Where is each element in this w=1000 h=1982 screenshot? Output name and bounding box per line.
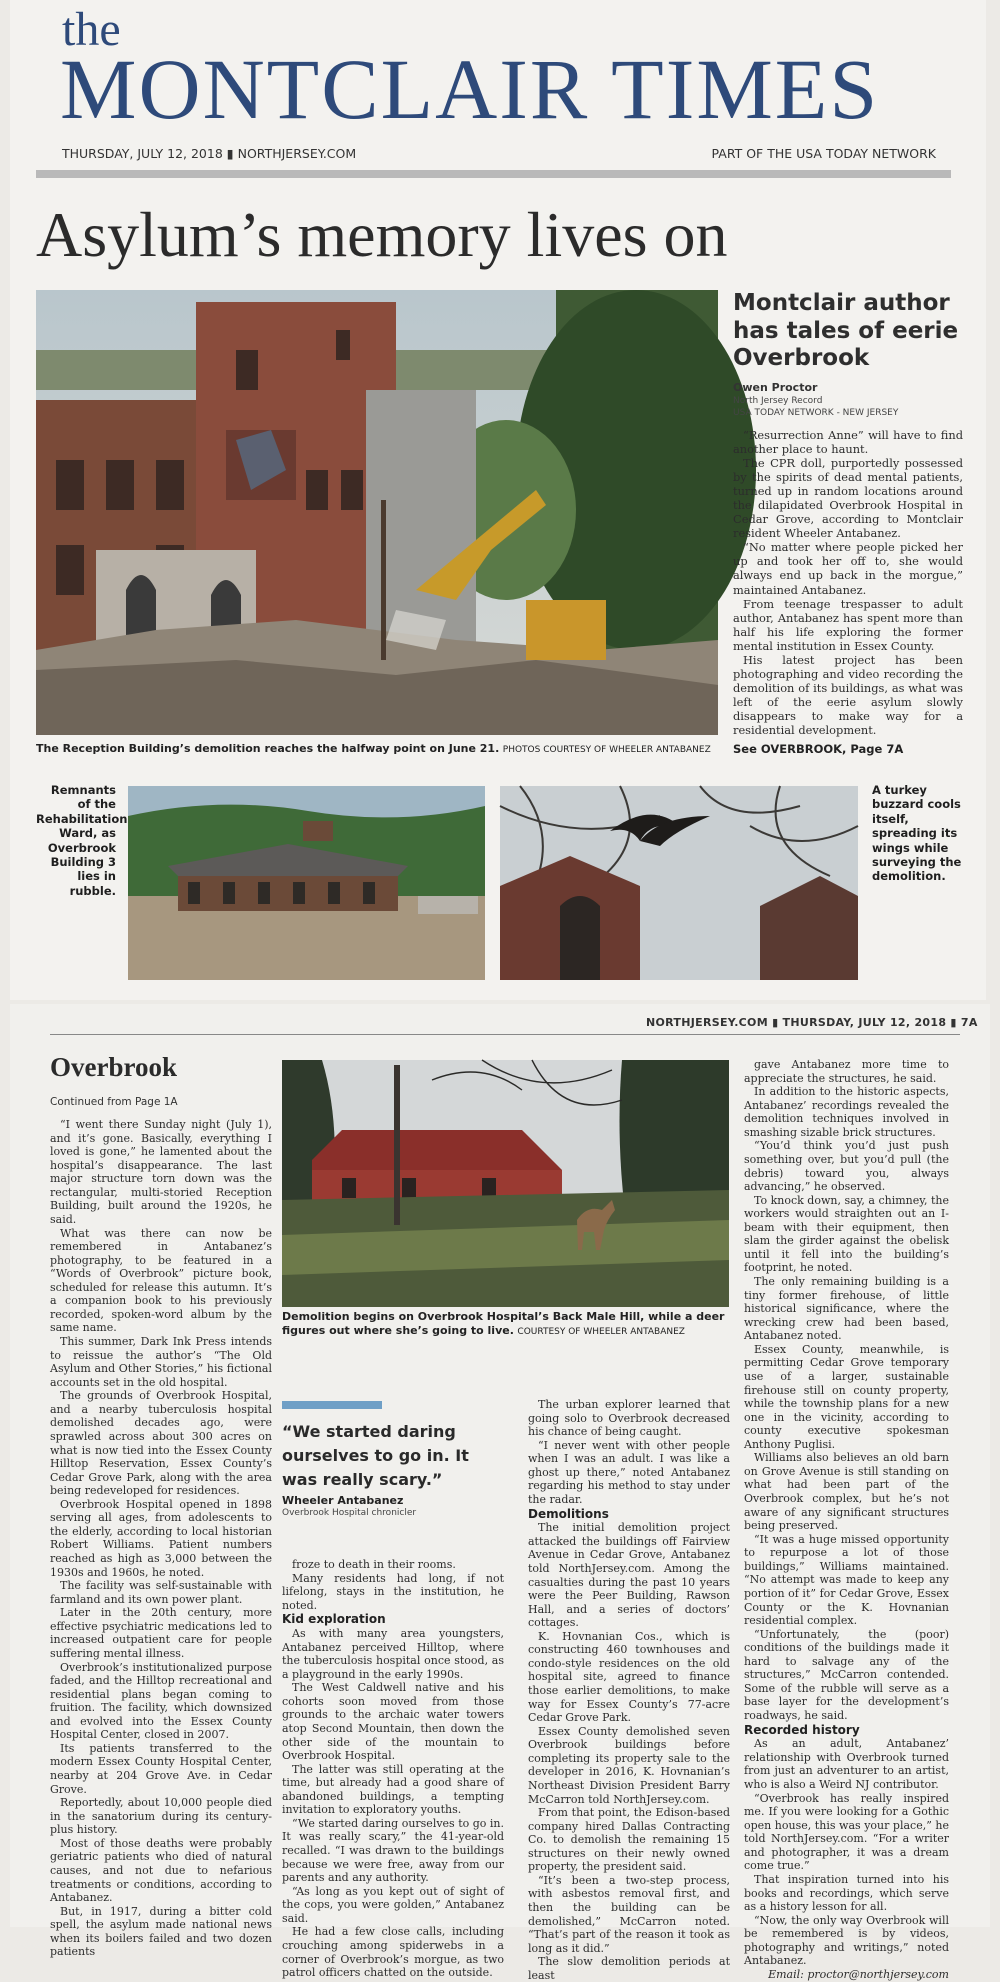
front-paragraph: The CPR doll, purportedly possessed by the spirits of dead mental patients, turned up in random locations around the dilapidated Overbrook Hospital in Cedar Grove, according to Montclair resident Wheeler Antabanez. bbox=[733, 456, 963, 541]
col3-paragraph: Essex County demolished seven Overbrook buildings before completing its property sale to the developer in 2016, K. Hovnanian’s Northeast Division President Barry McCarron told NorthJersey.com. bbox=[528, 1724, 730, 1806]
col1-paragraph: What was there can now be remembered in Antabanez’s photography, to be featured in a “Words of Overbrook” picture book, scheduled for release this autumn. It’s a companion book to his previously recorded, spoken-word album by the same name. bbox=[50, 1226, 272, 1335]
col3-paragraph: From that point, the Edison-based company hired Dallas Contracting Co. to demolish the remaining 15 structures on their newly owned property, the president said. bbox=[528, 1806, 730, 1874]
col2-paragraph: “We started daring ourselves to go in. It was really scary,” the 41-year-old recalled. “I was drawn to the buildings because we were free, away from our parents and any authority. bbox=[282, 1816, 504, 1885]
col4-paragraph: “Now, the only way Overbrook will be remembered is by videos, photography and writings,” noted Antabanez. bbox=[744, 1913, 949, 1968]
col1-paragraph: But, in 1917, during a bitter cold spell, the asylum made national news when its boilers failed and two dozen patients bbox=[50, 1904, 272, 1959]
col4-paragraph: gave Antabanez more time to appreciate the structures, he said. bbox=[744, 1058, 949, 1085]
masthead-title: MONTCLAIR TIMES bbox=[60, 41, 880, 137]
byline-org-line1: North Jersey Record bbox=[733, 396, 823, 406]
pull-quote-name: Wheeler Antabanez bbox=[282, 1494, 404, 1507]
turkey-buzzard-photo bbox=[500, 786, 858, 980]
inside-caption-text: Demolition begins on Overbrook Hospital’s Back Male Hill, while a deer figures out where she’s going to live. bbox=[282, 1310, 725, 1337]
pull-quote: “We started daring ourselves to go in. It was really scary.” bbox=[282, 1422, 469, 1489]
col3-paragraph: “It’s been a two-step process, with asbestos removal first, and then the building can be demolished,” McCarron noted. “That’s part of the reason it took as long as it did.” bbox=[528, 1873, 730, 1955]
col4-paragraph: Williams also believes an old barn on Grove Avenue is still standing on what had been part of the Overbrook complex, but he’s not aware of any significant structures being preserved. bbox=[744, 1451, 949, 1533]
network-line: PART OF THE USA TODAY NETWORK bbox=[711, 146, 936, 161]
front-story-column bbox=[733, 428, 963, 737]
col2-paragraph: “As long as you kept out of sight of the cops, you were golden,” Antabanez said. bbox=[282, 1884, 504, 1925]
running-head: NORTHJERSEY.COM ▮ THURSDAY, JULY 12, 2018 ▮ 7A bbox=[646, 1016, 978, 1029]
front-paragraph: From teenage trespasser to adult author, Antabanez has spent more than half his life exploring the former mental institution in Essex County. bbox=[733, 596, 963, 653]
col1-paragraph: This summer, Dark Ink Press intends to reissue the author’s “The Old Asylum and Other Stories,” his fictional accounts set in the old hospital. bbox=[50, 1335, 272, 1389]
story-dek: Montclair author has tales of eerie Overbrook bbox=[733, 290, 959, 372]
col2-paragraph: froze to death in their rooms. bbox=[292, 1558, 456, 1571]
main-caption-text: The Reception Building’s demolition reaches the halfway point on June 21. bbox=[36, 742, 500, 755]
col3-subhead: Demolitions bbox=[528, 1506, 609, 1521]
masthead-rule bbox=[36, 170, 951, 178]
back-male-hill-photo bbox=[282, 1060, 729, 1307]
dateline: THURSDAY, JULY 12, 2018 ▮ NORTHJERSEY.COM bbox=[62, 146, 357, 161]
pull-quote-bar bbox=[282, 1401, 382, 1409]
col3-paragraph: The slow demolition periods at least bbox=[528, 1955, 730, 1982]
col1-paragraph: Overbrook Hospital opened in 1898 serving all ages, from adolescents to the elderly, according to local historian Robert Williams. Patient numbers reached as high as 3,000 between the 1930s and 1960s, he noted. bbox=[50, 1497, 272, 1579]
col3-paragraph: The urban explorer learned that going solo to Overbrook decreased his chance of being caught. bbox=[528, 1398, 730, 1439]
col4-paragraph: In addition to the historic aspects, Antabanez’ recordings revealed the demolition techniques involved in smashing sizable brick structures. bbox=[744, 1085, 949, 1139]
main-photo-caption bbox=[36, 742, 726, 756]
col4-paragraph: The only remaining building is a tiny former firehouse, of little historical significance, where the wrecking crew had been based, Antabanez noted. bbox=[744, 1275, 949, 1343]
col2-paragraph: The latter was still operating at the time, but already had a good share of abandoned buildings, a tempting invitation to exploratory youths. bbox=[282, 1762, 504, 1817]
col1-paragraph: “I went there Sunday night (July 1), and it’s gone. Basically, everything I loved is gone,” he lamented about the hospital’s disappearance. The last major structure torn down was the rectangular, multi-storied Reception Building, built around the 1920s, he said. bbox=[50, 1118, 272, 1226]
author-email: Email: proctor@northjersey.com bbox=[768, 1967, 949, 1981]
inside-photo-caption bbox=[282, 1310, 729, 1338]
continued-line: Continued from Page 1A bbox=[50, 1096, 178, 1108]
front-headline: Asylum’s memory lives on bbox=[36, 199, 728, 270]
col4-paragraph: Essex County, meanwhile, is permitting Cedar Grove temporary use of a larger, sustainable firehouse still on county property, while the township plans for a new one in the vicinity, according to county executive spokesman Anthony Puglisi. bbox=[744, 1342, 949, 1451]
col4-paragraph: “Unfortunately, the (poor) conditions of the buildings made it hard to salvage any of the structures,” McCarron contended. Some of the rubble will serve as a base layer for the development’s roadways, he said. bbox=[744, 1627, 949, 1722]
inside-column-1 bbox=[50, 1118, 272, 1959]
col4-paragraph: “It was a huge missed opportunity to repurpose a lot of those buildings,” Williams maintained. “No attempt was made to keep any portion of it” for Cedar Grove, Essex County or the K. Hovnanian residential complex. bbox=[744, 1532, 949, 1628]
col4-paragraph: As an adult, Antabanez’ relationship with Overbrook turned from just an adventurer to an artist, who is also a Weird NJ contributor. bbox=[744, 1737, 949, 1792]
rehabilitation-ward-photo bbox=[128, 786, 485, 980]
inside-caption-credit: COURTESY OF WHEELER ANTABANEZ bbox=[517, 1326, 685, 1337]
buzzard-caption: A turkey buzzard cools itself, spreading its wings while surveying the demolition. bbox=[872, 783, 962, 884]
rehab-ward-caption: Remnants of the Rehabilitation Ward, as Overbrook Building 3 lies in rubble. bbox=[36, 783, 128, 898]
col1-paragraph: The facility was self-sustainable with farmland and its own power plant. bbox=[50, 1579, 272, 1606]
see-jump-line: See OVERBROOK, Page 7A bbox=[733, 742, 904, 756]
byline-organization bbox=[733, 395, 963, 419]
col3-paragraph: The initial demolition project attacked the buildings off Fairview Avenue in Cedar Grove, Antabanez told NorthJersey.com. Among the casualties during the past 10 years were the Peer Building, Rawson Hall, and a series of doctors’ cottages. bbox=[528, 1521, 730, 1630]
col2-paragraph: The West Caldwell native and his cohorts soon moved from those grounds to the archaic water towers atop Second Mountain, then down the other side of the mountain to Overbrook Hospital. bbox=[282, 1681, 504, 1763]
inside-column-2 bbox=[282, 1558, 504, 1980]
col4-paragraph: To knock down, say, a chimney, the workers would straighten out an I-beam with their equipment, then slam the girder against the obelisk until it fell into the building’s footprint, he noted. bbox=[744, 1193, 950, 1275]
col2-subhead: Kid exploration bbox=[282, 1612, 386, 1627]
col4-paragraph: “You’d think you’d just push something over, but you’d pull (the debris) toward you, always advancing,” he observed. bbox=[744, 1139, 949, 1194]
col2-paragraph: As with many area youngsters, Antabanez perceived Hilltop, where the tuberculosis hospital once stood, as a playground in the early 1990s. bbox=[282, 1627, 504, 1681]
front-paragraph: “Resurrection Anne” will have to find another place to haunt. bbox=[733, 428, 963, 457]
main-caption-credit: PHOTOS COURTESY OF WHEELER ANTABANEZ bbox=[502, 745, 711, 755]
masthead-the: the bbox=[62, 3, 121, 56]
byline-name: Owen Proctor bbox=[733, 381, 818, 394]
col1-paragraph: Its patients transferred to the modern Essex County Hospital Center, nearby at 204 Grove Ave. in Cedar Grove. bbox=[50, 1741, 272, 1796]
col1-paragraph: Most of those deaths were probably geriatric patients who died of natural causes, and not due to nefarious treatments or conditions, according to Antabanez. bbox=[50, 1836, 272, 1905]
col4-paragraph: “Overbrook has really inspired me. If you were looking for a Gothic open house, this was your place,” he told NorthJersey.com. “For a writer and photographer, it was a dream come true.” bbox=[744, 1791, 949, 1873]
inside-column-3 bbox=[528, 1398, 730, 1982]
inside-column-4 bbox=[744, 1058, 949, 1981]
col1-paragraph: The grounds of Overbrook Hospital, and a nearby tuberculosis hospital demolished decades ago, were sprawled across about 300 acres on what is now tied into the Essex County Hilltop Reservation, Essex County’s Cedar Grove Park, along with the area being redeveloped for residences. bbox=[50, 1389, 272, 1498]
col2-paragraph: He had a few close calls, including crouching among spiderwebs in a corner of Overbrook’s morgue, as two patrol officers chatted on the outside. bbox=[282, 1925, 504, 1980]
front-paragraph: His latest project has been photographing and video recording the demolition of its buildings, as what was left of the eerie asylum slowly disappears to make way for a residential development. bbox=[733, 652, 963, 737]
section-title: Overbrook bbox=[50, 1052, 177, 1082]
pull-quote-title: Overbrook Hospital chronicler bbox=[282, 1508, 417, 1518]
col4-subhead: Recorded history bbox=[744, 1722, 860, 1737]
reception-building-demolition-photo bbox=[36, 290, 718, 735]
col2-paragraph: Many residents had long, if not lifelong, stays in the institution, he noted. bbox=[282, 1571, 504, 1612]
byline-org-line2: USA TODAY NETWORK - NEW JERSEY bbox=[733, 408, 899, 419]
running-head-rule bbox=[50, 1034, 960, 1035]
front-paragraph: “No matter where people picked her up and took her off to, she would always end up back in the morgue,” maintained Antabanez. bbox=[733, 540, 963, 597]
col3-paragraph: “I never went with other people when I was an adult. I was like a ghost up there,” noted Antabanez regarding his method to stay under the radar. bbox=[528, 1438, 730, 1506]
col4-paragraph: That inspiration turned into his books and recordings, which serve as a history lesson for all. bbox=[744, 1872, 949, 1914]
col3-paragraph: K. Hovnanian Cos., which is constructing 460 townhouses and condo-style residences on the old hospital site, agreed to finance those earlier demolitions, to make way for Essex County’s 77-acre Cedar Grove Park. bbox=[528, 1629, 730, 1725]
col1-paragraph: Overbrook’s institutionalized purpose faded, and the Hilltop recreational and residential plans began coming to fruition. The facility, which downsized and evolved into the Essex County Hospital Center, closed in 2007. bbox=[50, 1660, 272, 1742]
col1-paragraph: Reportedly, about 10,000 people died in the sanatorium during its century-plus history. bbox=[50, 1796, 272, 1837]
col1-paragraph: Later in the 20th century, more effective psychiatric medications led to increased outpatient care for people suffering mental illness. bbox=[50, 1606, 272, 1660]
